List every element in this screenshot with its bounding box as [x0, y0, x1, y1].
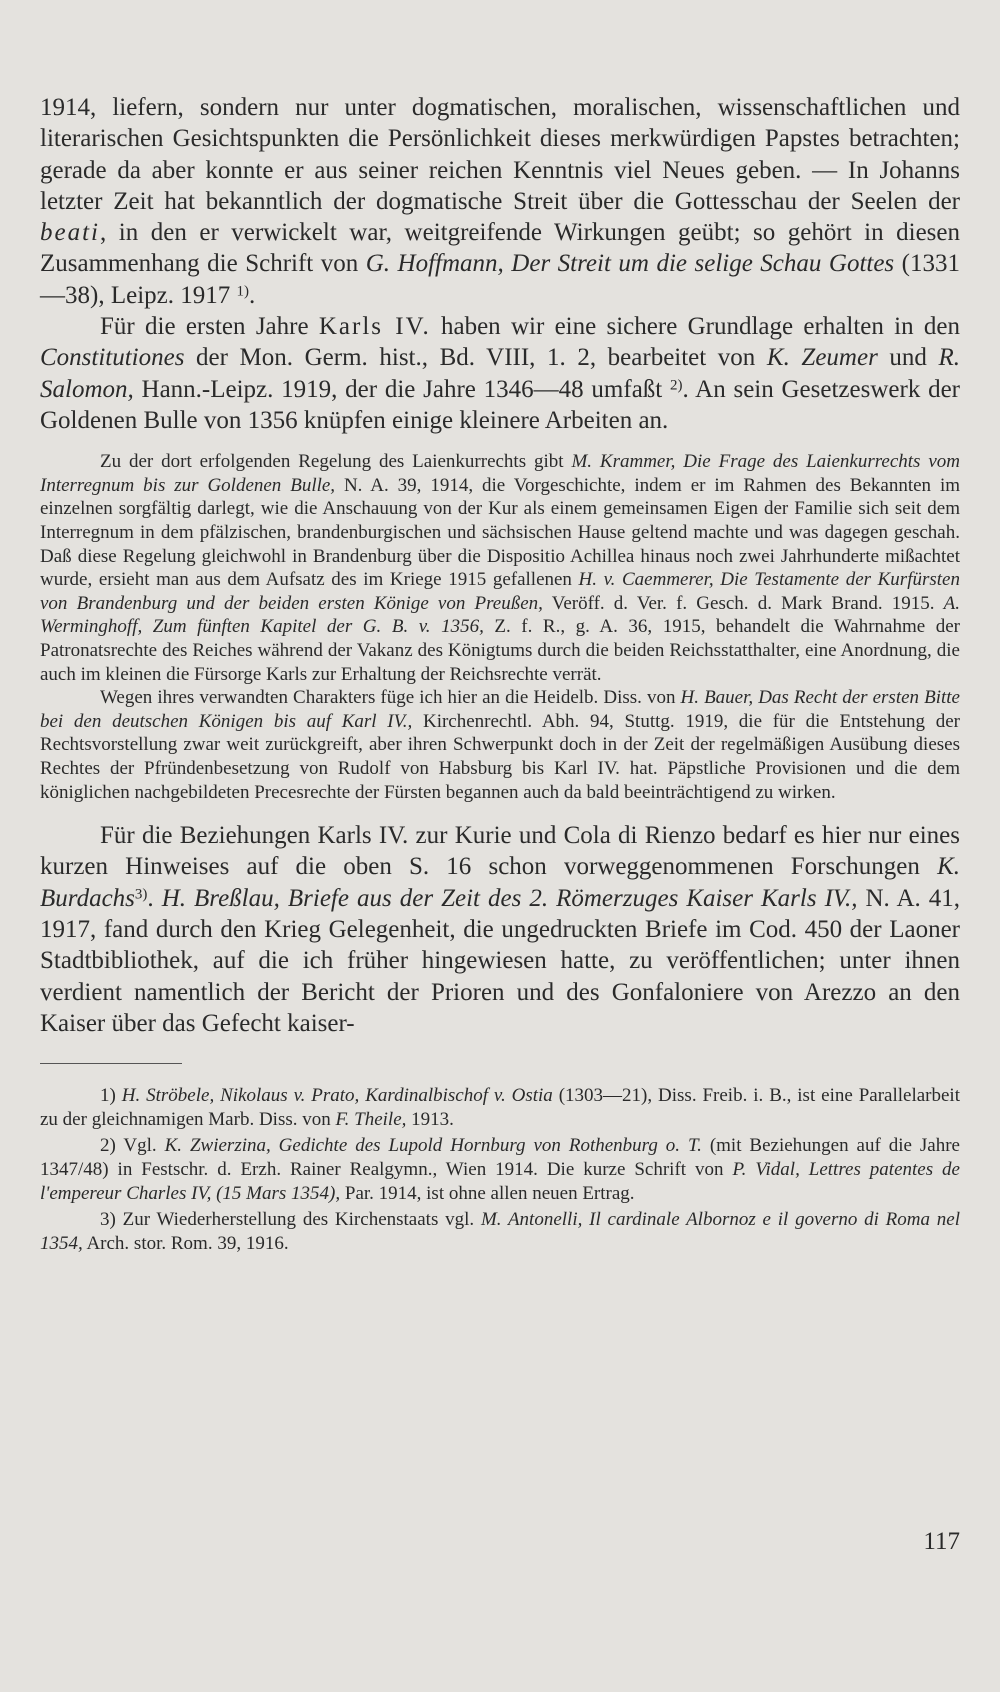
footnote-2: 2) Vgl. K. Zwierzina, Gedichte des Lupold Hornburg von Rothenburg o. T. (mit Beziehungen auf die Jahre 1347/48) in Festschr. d. Erzh. Rainer Realgymn., Wien 1914. Die kurze Schrift von P. Vidal, Lettres patentes de l'empereur Charles IV, (15 Mars 1354), Par. 1914, ist ohne allen neuen Ertrag.: [40, 1135, 960, 1204]
footnote-ref-1[interactable]: 1): [236, 283, 249, 300]
page-number: 117: [923, 1528, 960, 1555]
footnote-ref-2[interactable]: 2): [670, 377, 683, 394]
footnote-3: 3) Zur Wiederherstellung des Kirchenstaats vgl. M. Antonelli, Il cardinale Albornoz e il governo di Roma nel 1354, Arch. stor. Rom. 39, 1916.: [40, 1209, 960, 1254]
footnotes: [40, 1084, 960, 1255]
footnote-ref-3[interactable]: 3): [134, 886, 148, 903]
paragraph-laienkurrecht: Zu der dort erfolgenden Regelung des Laienkurrechts gibt M. Krammer, Die Frage des Laienkurrechts vom Interregnum bis zur Goldenen Bulle, N. A. 39, 1914, die Vorgeschichte, indem er im Rahmen des Bekannten im einzelnen sorgfältig darlegt, wie die Anschauung von der Kur als einem gemeinsamen Eigen der Familie sich seit dem Interregnum in dem pfälzischen, brandenburgischen und sächsischen Hause geltend machte und was dagegen geschah. Daß diese Regelung gleichwohl in Brandenburg über die Dispositio Achillea hinaus noch zwei Jahrhunderte mißachtet wurde, ersieht man aus dem Aufsatz des im Kriege 1915 gefallenen H. v. Caemmerer, Die Testamente der Kurfürsten von Brandenburg und der beiden ersten Könige von Preußen, Veröff. d. Ver. f. Gesch. d. Mark Brand. 1915. A. Werminghoff, Zum fünften Kapitel der G. B. v. 1356, Z. f. R., g. A. 36, 1915, behandelt die Wahrnahme der Patronatsrechte des Reiches während der Vakanz des Königtums durch die beiden Reichsstatthalter, eine Anordnung, die auch im kleinen die Fürsorge Karls zur Erhaltung der Reichsrechte verrät.: [40, 451, 960, 685]
main-text-block-1: [40, 92, 960, 436]
footnote-divider: [40, 1063, 182, 1064]
paragraph-johann: 1914, liefern, sondern nur unter dogmatischen, moralischen, wissenschaftlichen und literarischen Gesichtspunkten die Persönlichkeit dieses merkwürdigen Papstes betrachten; gerade da aber konnte er aus seiner reichen Kenntnis viel Neues geben. — In Johanns letzter Zeit hat bekanntlich der dogmatische Streit über die Gottesschau der Seelen der beati, in den er verwickelt war, weitgreifende Wirkungen geübt; so gehört in diesen Zusammenhang die Schrift von G. Hoffmann, Der Streit um die selige Schau Gottes (1331—38), Leipz. 1917 $^{1)}$.: [40, 94, 960, 309]
main-text-block-2: [40, 820, 960, 1039]
footnote-1: 1) H. Ströbele, Nikolaus v. Prato, Kardinalbischof v. Ostia (1303—21), Diss. Freib. i. B., ist eine Parallelarbeit zu der gleichnamigen Marb. Diss. von F. Theile, 1913.: [40, 1085, 960, 1130]
paragraph-karl-iv: Für die ersten Jahre Karls IV. haben wir eine sichere Grundlage erhalten in den Constitutiones der Mon. Germ. hist., Bd. VIII, 1. 2, bearbeitet von K. Zeumer und R. Salomon, Hann.-Leipz. 1919, der die Jahre 1346—48 umfaßt $^{2)}$. An sein Gesetzeswerk der Goldenen Bulle von 1356 knüpfen einige kleinere Arbeiten an.: [40, 313, 960, 434]
small-text-block: [40, 450, 960, 804]
paragraph-kurie-rienzo: Für die Beziehungen Karls IV. zur Kurie und Cola di Rienzo bedarf es hier nur eines kurzen Hinweises auf die oben S. 16 schon vorweggenommenen Forschungen K. Burdachs$^{3)}$. H. Breßlau, Briefe aus der Zeit des 2. Römerzuges Kaiser Karls IV., N. A. 41, 1917, fand durch den Krieg Gelegenheit, die ungedruckten Briefe im Cod. 450 der Laoner Stadtbibliothek, auf die ich früher hingewiesen hatte, zu veröffentlichen; unter ihnen verdient namentlich der Bericht der Prioren und des Gonfaloniere von Arezzo an den Kaiser über das Gefecht kaiser-: [40, 822, 961, 1037]
paragraph-erste-bitte: Wegen ihres verwandten Charakters füge ich hier an die Heidelb. Diss. von H. Bauer, Das Recht der ersten Bitte bei den deutschen Königen bis auf Karl IV., Kirchenrechtl. Abh. 94, Stuttg. 1919, die für die Entstehung der Rechtsvorstellung zwar weit zurückgreift, aber ihren Schwerpunkt doch in der Zeit der regelmäßigen Ausübung dieses Rechtes der Pfründenbesetzung von Rudolf von Habsburg bis Karl IV. hat. Päpstliche Provisionen und die dem königlichen nachgebildeten Precesrechte der Fürsten begannen auch da bald beeinträchtigend zu wirken.: [40, 687, 960, 803]
